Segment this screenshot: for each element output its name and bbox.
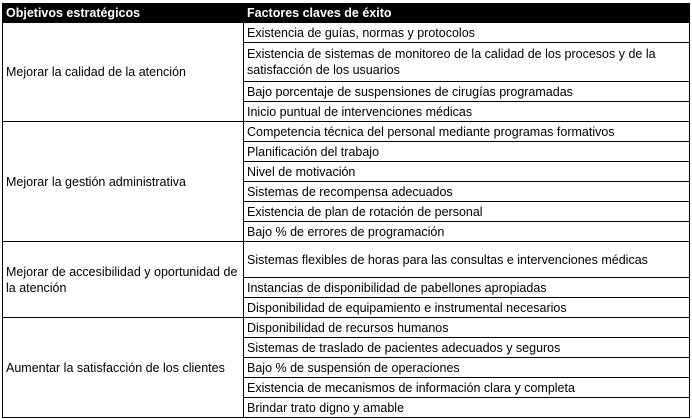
- factor-cell: Disponibilidad de equipamiento e instrumental necesarios: [244, 298, 690, 318]
- factor-cell: Bajo porcentaje de suspensiones de cirugías programadas: [244, 82, 690, 102]
- table-row: [3, 122, 690, 142]
- table-row: [3, 318, 690, 338]
- factor-cell: Existencia de sistemas de monitoreo de la calidad de los procesos y de la satisfacción de los usuarios: [244, 43, 690, 82]
- header-success-factors: Factores claves de éxito: [244, 4, 690, 23]
- header-objectives: Objetivos estratégicos: [3, 4, 244, 23]
- factor-cell: Bajo % de errores de programación: [244, 222, 690, 242]
- objective-cell: Mejorar la gestión administrativa: [3, 122, 244, 242]
- objective-cell: Mejorar la calidad de la atención: [3, 23, 244, 122]
- factor-cell: Sistemas flexibles de horas para las consultas e intervenciones médicas: [244, 242, 690, 278]
- objectives-table: [2, 3, 690, 418]
- factor-cell: Inicio puntual de intervenciones médicas: [244, 102, 690, 122]
- factor-cell: Disponibilidad de recursos humanos: [244, 318, 690, 338]
- table-row: [3, 23, 690, 43]
- header-row: [3, 4, 690, 23]
- factor-cell: Nivel de motivación: [244, 162, 690, 182]
- factor-cell: Brindar trato digno y amable: [244, 398, 690, 418]
- factor-cell: Sistemas de recompensa adecuados: [244, 182, 690, 202]
- factor-cell: Existencia de plan de rotación de personal: [244, 202, 690, 222]
- objective-cell: Aumentar la satisfacción de los clientes: [3, 318, 244, 418]
- factor-cell: Existencia de mecanismos de información clara y completa: [244, 378, 690, 398]
- factor-cell: Existencia de guías, normas y protocolos: [244, 23, 690, 43]
- factor-cell: Competencia técnica del personal mediante programas formativos: [244, 122, 690, 142]
- factor-cell: Planificación del trabajo: [244, 142, 690, 162]
- factor-cell: Bajo % de suspensión de operaciones: [244, 358, 690, 378]
- factor-cell: Sistemas de traslado de pacientes adecuados y seguros: [244, 338, 690, 358]
- objective-cell: Mejorar de accesibilidad y oportunidad de la atención: [3, 242, 244, 318]
- factor-cell: Instancias de disponibilidad de pabellones apropiadas: [244, 278, 690, 298]
- table-row: [3, 242, 690, 278]
